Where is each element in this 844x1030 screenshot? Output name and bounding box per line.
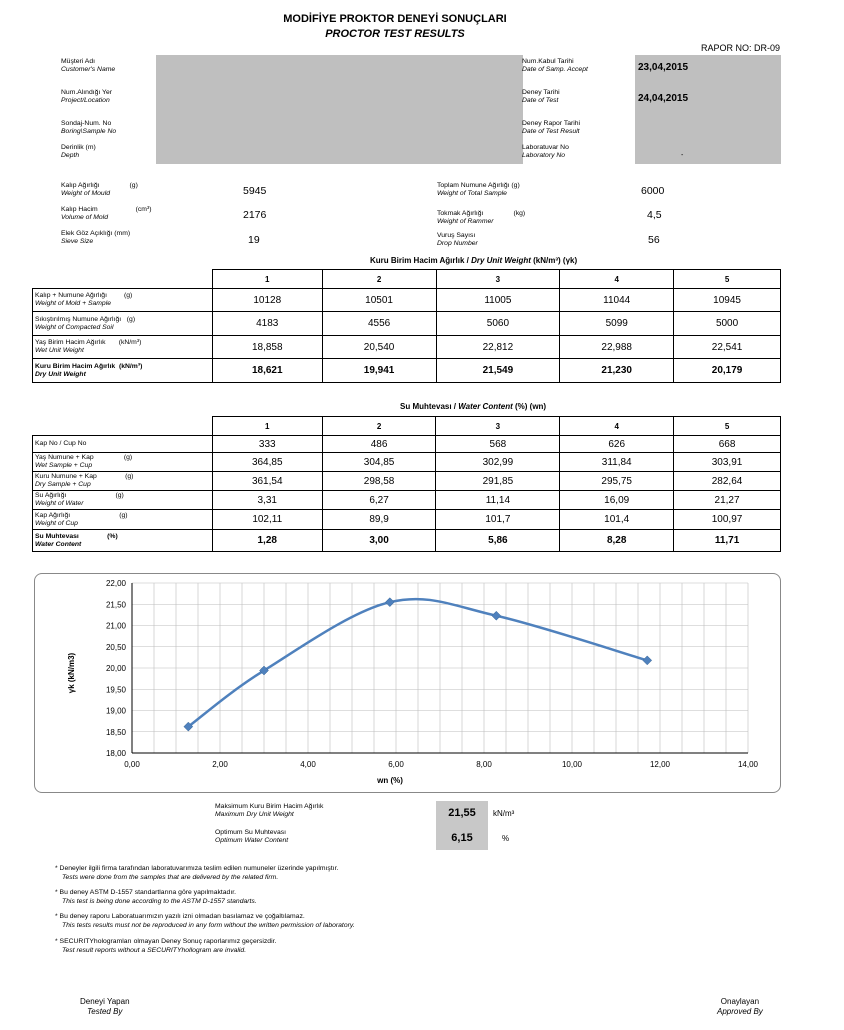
water-table-body <box>33 436 781 552</box>
y-axis-label: γk (kN/m3) <box>67 652 76 694</box>
column-header: 4 <box>560 270 674 289</box>
table-cell: 22,812 <box>436 336 560 359</box>
column-header: 2 <box>322 270 436 289</box>
table-cell: 11044 <box>560 289 674 312</box>
x-tick-label: 12,00 <box>649 760 671 769</box>
x-tick-label: 10,00 <box>561 760 583 769</box>
row-label: Yaş Birim Hacim Ağırlık (kN/m³) Wet Unit Weight <box>33 336 213 359</box>
table-cell: 102,11 <box>212 510 322 530</box>
max-dry-unit-weight-label: Maksimum Kuru Birim Hacim Ağırlık Maximum Dry Unit Weight <box>215 803 324 818</box>
data-point-marker <box>492 611 501 620</box>
x-tick-label: 6,00 <box>388 760 404 769</box>
note-text: Deneyler ilgili firma tarafından laboratuvarımıza teslim edilen numuneler üzerinde yapılmıştır. <box>59 865 339 872</box>
table-cell: 668 <box>674 436 781 453</box>
table-cell: 568 <box>436 436 560 453</box>
water-content-title: Su Muhtevası / Water Content (%) (wn) <box>400 402 547 411</box>
table-cell: 21,27 <box>674 491 781 510</box>
row-label: Kalıp + Numune Ağırlığı (g) Weight of Mold + Sample <box>33 289 213 312</box>
table-cell: 5000 <box>674 312 781 336</box>
boring-label: Sondaj-Num. No Boring\Sample No <box>61 120 117 135</box>
column-header: 5 <box>674 417 781 436</box>
sieve-size-label: Elek Göz Açıklığı (mm) Sieve Size <box>61 230 131 245</box>
table-cell: 626 <box>560 436 674 453</box>
report-number: RAPOR NO: DR-09 <box>700 43 780 53</box>
table-cell: 20,540 <box>322 336 436 359</box>
tested-by-label: Deneyi Yapan Tested By <box>80 997 130 1016</box>
depth-label: Derinlik (m) Depth <box>61 144 96 159</box>
y-tick-label: 18,50 <box>105 727 126 737</box>
table-row <box>33 436 781 453</box>
table-cell: 3,31 <box>212 491 322 510</box>
table-cell: 486 <box>322 436 436 453</box>
column-header: 1 <box>212 417 322 436</box>
max-dry-unit-weight-unit: kN/m³ <box>493 809 515 818</box>
table-cell: 20,179 <box>674 359 781 383</box>
water-table-header-row <box>33 417 781 436</box>
y-tick-label: 19,00 <box>105 706 126 716</box>
table-cell: 10945 <box>674 289 781 312</box>
x-tick-label: 4,00 <box>300 760 316 769</box>
row-label: Su Muhtevası (%) Water Content <box>33 530 213 552</box>
note-4: * SECURITYhologramları olmayan Deney Sonuç raporlarımız geçersizdir. Test result reports without a SECURITYhollogram are invalid. <box>55 938 277 954</box>
table-cell: 304,85 <box>322 453 436 472</box>
table-cell: 11,71 <box>674 530 781 552</box>
lab-number-value: - <box>681 152 684 159</box>
column-header: 3 <box>436 270 560 289</box>
table-cell: 5099 <box>560 312 674 336</box>
note-text-en: This tests results must not be reproduced in any form without the written permission of laboratory. <box>62 922 355 929</box>
table-cell: 19,941 <box>322 359 436 383</box>
row-label: Kap Ağırlığı (g) Weight of Cup <box>33 510 213 530</box>
y-tick-label: 21,50 <box>105 600 126 610</box>
table-cell: 10128 <box>212 289 322 312</box>
row-label: Yaş Numune + Kap (g) Wet Sample + Cup <box>33 453 213 472</box>
lab-number-label: Laboratuvar No Laboratory No <box>522 144 569 159</box>
table-cell: 18,858 <box>212 336 322 359</box>
dry-unit-weight-title: Kuru Birim Hacim Ağırlık / Dry Unit Weight (kN/m³) (γk) <box>370 256 578 265</box>
table-cell: 100,97 <box>674 510 781 530</box>
note-text: SECURITYhologramları olmayan Deney Sonuç raporlarımız geçersizdir. <box>59 938 277 945</box>
dry-table-body <box>33 289 781 383</box>
title-english: PROCTOR TEST RESULTS <box>325 28 465 40</box>
title-turkish: MODİFİYE PROKTOR DENEYİ SONUÇLARI <box>283 13 507 25</box>
table-row <box>33 359 781 383</box>
table-row <box>33 336 781 359</box>
table-cell: 303,91 <box>674 453 781 472</box>
project-label: Num.Alındığı Yer Project/Location <box>61 89 113 104</box>
rammer-weight-value: 4,5 <box>647 209 662 221</box>
x-axis-label: wn (%) <box>377 776 403 785</box>
table-cell: 6,27 <box>322 491 436 510</box>
result-date-label: Deney Rapor Tarihi Date of Test Result <box>522 120 581 135</box>
y-tick-label: 20,50 <box>105 642 126 652</box>
accept-date-value: 23,04,2015 <box>638 62 689 73</box>
table-cell: 101,7 <box>436 510 560 530</box>
table-cell: 302,99 <box>436 453 560 472</box>
note-text: Bu deney raporu Laboratuarımızın yazılı izni olmadan basılamaz ve çoğaltılamaz. <box>59 913 305 920</box>
optimum-water-content-unit: % <box>502 834 510 843</box>
table-cell: 4183 <box>212 312 322 336</box>
table-cell: 8,28 <box>560 530 674 552</box>
note-text-en: This test is being done according to the ASTM D-1557 standarts. <box>62 898 257 905</box>
table-cell: 11005 <box>436 289 560 312</box>
table-cell: 5060 <box>436 312 560 336</box>
note-2: * Bu deney ASTM D-1557 standartlarına göre yapılmaktadır. This test is being done according to the ASTM D-1557 standarts. <box>55 889 257 905</box>
mold-volume-value: 2176 <box>243 209 267 221</box>
test-date-value: 24,04,2015 <box>638 93 689 104</box>
column-header: 2 <box>322 417 436 436</box>
table-cell: 282,64 <box>674 472 781 491</box>
table-row <box>33 312 781 336</box>
note-3: * Bu deney raporu Laboratuarımızın yazılı izni olmadan basılamaz ve çoğaltılamaz. This tests results must not be reproduced in any form without the written permission of laboratory. <box>55 913 355 929</box>
table-row <box>33 510 781 530</box>
table-cell: 11,14 <box>436 491 560 510</box>
table-cell: 18,621 <box>212 359 322 383</box>
table-cell: 333 <box>212 436 322 453</box>
row-label: Sıkıştırılmış Numune Ağırlığı (g) Weight of Compacted Soil <box>33 312 213 336</box>
test-date-label: Deney Tarihi Date of Test <box>522 89 560 104</box>
approved-by-label: Onaylayan Approved By <box>717 997 763 1016</box>
mould-weight-label: Kalıp Ağırlığı (g) Weight of Mould <box>61 182 138 197</box>
table-cell: 291,85 <box>436 472 560 491</box>
drop-number-label: Vuruş Sayısı Drop Number <box>437 232 478 247</box>
table-cell: 3,00 <box>322 530 436 552</box>
x-tick-label: 2,00 <box>212 760 228 769</box>
table-cell: 21,549 <box>436 359 560 383</box>
table-cell: 89,9 <box>322 510 436 530</box>
data-point-marker <box>385 598 394 607</box>
mould-weight-value: 5945 <box>243 185 267 197</box>
table-cell: 16,09 <box>560 491 674 510</box>
customer-info-redacted-box <box>156 55 523 164</box>
x-tick-label: 8,00 <box>476 760 492 769</box>
table-cell: 10501 <box>322 289 436 312</box>
column-header: 3 <box>436 417 560 436</box>
table-row <box>33 530 781 552</box>
note-text-en: Tests were done from the samples that are delivered by the related firm. <box>62 874 279 881</box>
y-tick-label: 19,50 <box>105 685 126 695</box>
total-sample-label: Toplam Numune Ağırlığı (g) Weight of Total Sample <box>437 182 520 197</box>
y-tick-label: 18,00 <box>105 749 126 758</box>
data-point-marker <box>643 656 652 665</box>
row-label: Kap No / Cup No <box>33 436 213 453</box>
column-header: 1 <box>212 270 322 289</box>
total-sample-value: 6000 <box>641 185 665 197</box>
table-cell: 4556 <box>322 312 436 336</box>
table-row <box>33 289 781 312</box>
y-tick-label: 20,00 <box>105 664 126 673</box>
note-text-en: Test result reports without a SECURITYhollogram are invalid. <box>62 947 247 954</box>
row-label: Kuru Birim Hacim Ağırlık (kN/m³) Dry Unit Weight <box>33 359 213 383</box>
dry-table-header-row <box>33 270 781 289</box>
water-content-table <box>32 416 781 552</box>
dry-unit-weight-table <box>32 269 781 383</box>
row-label: Su Ağırlığı (g) Weight of Water <box>33 491 213 510</box>
x-tick-label: 0,00 <box>124 760 140 769</box>
table-cell: 298,58 <box>322 472 436 491</box>
table-row <box>33 472 781 491</box>
table-cell: 22,988 <box>560 336 674 359</box>
max-dry-unit-weight-value: 21,55 <box>436 801 488 826</box>
table-cell: 295,75 <box>560 472 674 491</box>
rammer-weight-label: Tokmak Ağırlığı (kg) Weight of Rammer <box>437 210 526 225</box>
table-cell: 101,4 <box>560 510 674 530</box>
note-text: Bu deney ASTM D-1557 standartlarına göre yapılmaktadır. <box>59 889 236 896</box>
table-row <box>33 491 781 510</box>
drop-number-value: 56 <box>648 234 660 246</box>
column-header: 4 <box>560 417 674 436</box>
row-label: Kuru Numune + Kap (g) Dry Sample + Cup <box>33 472 213 491</box>
table-cell: 361,54 <box>212 472 322 491</box>
sieve-size-value: 19 <box>248 234 260 246</box>
table-cell: 21,230 <box>560 359 674 383</box>
y-tick-label: 21,00 <box>105 621 126 631</box>
table-cell: 1,28 <box>212 530 322 552</box>
note-1: * Deneyler ilgili firma tarafından laboratuvarımıza teslim edilen numuneler üzerinde yapılmıştır. Tests were done from the samples that are delivered by the related firm. <box>55 865 339 881</box>
optimum-water-content-label: Optimum Su Muhtevası Optimum Water Content <box>215 829 289 844</box>
customer-label: Müşteri Adı Customer's Name <box>61 58 116 73</box>
x-tick-label: 14,00 <box>737 760 759 769</box>
y-tick-label: 22,00 <box>105 579 126 588</box>
mold-volume-label: Kalıp Hacim (cm³) Volume of Mold <box>61 206 152 221</box>
table-row <box>33 453 781 472</box>
table-cell: 5,86 <box>436 530 560 552</box>
table-cell: 22,541 <box>674 336 781 359</box>
table-cell: 364,85 <box>212 453 322 472</box>
optimum-water-content-value: 6,15 <box>436 826 488 850</box>
table-cell: 311,84 <box>560 453 674 472</box>
column-header: 5 <box>674 270 781 289</box>
accept-date-label: Num.Kabul Tarihi Date of Samp. Accept <box>522 58 588 73</box>
compaction-curve-chart <box>34 573 781 793</box>
